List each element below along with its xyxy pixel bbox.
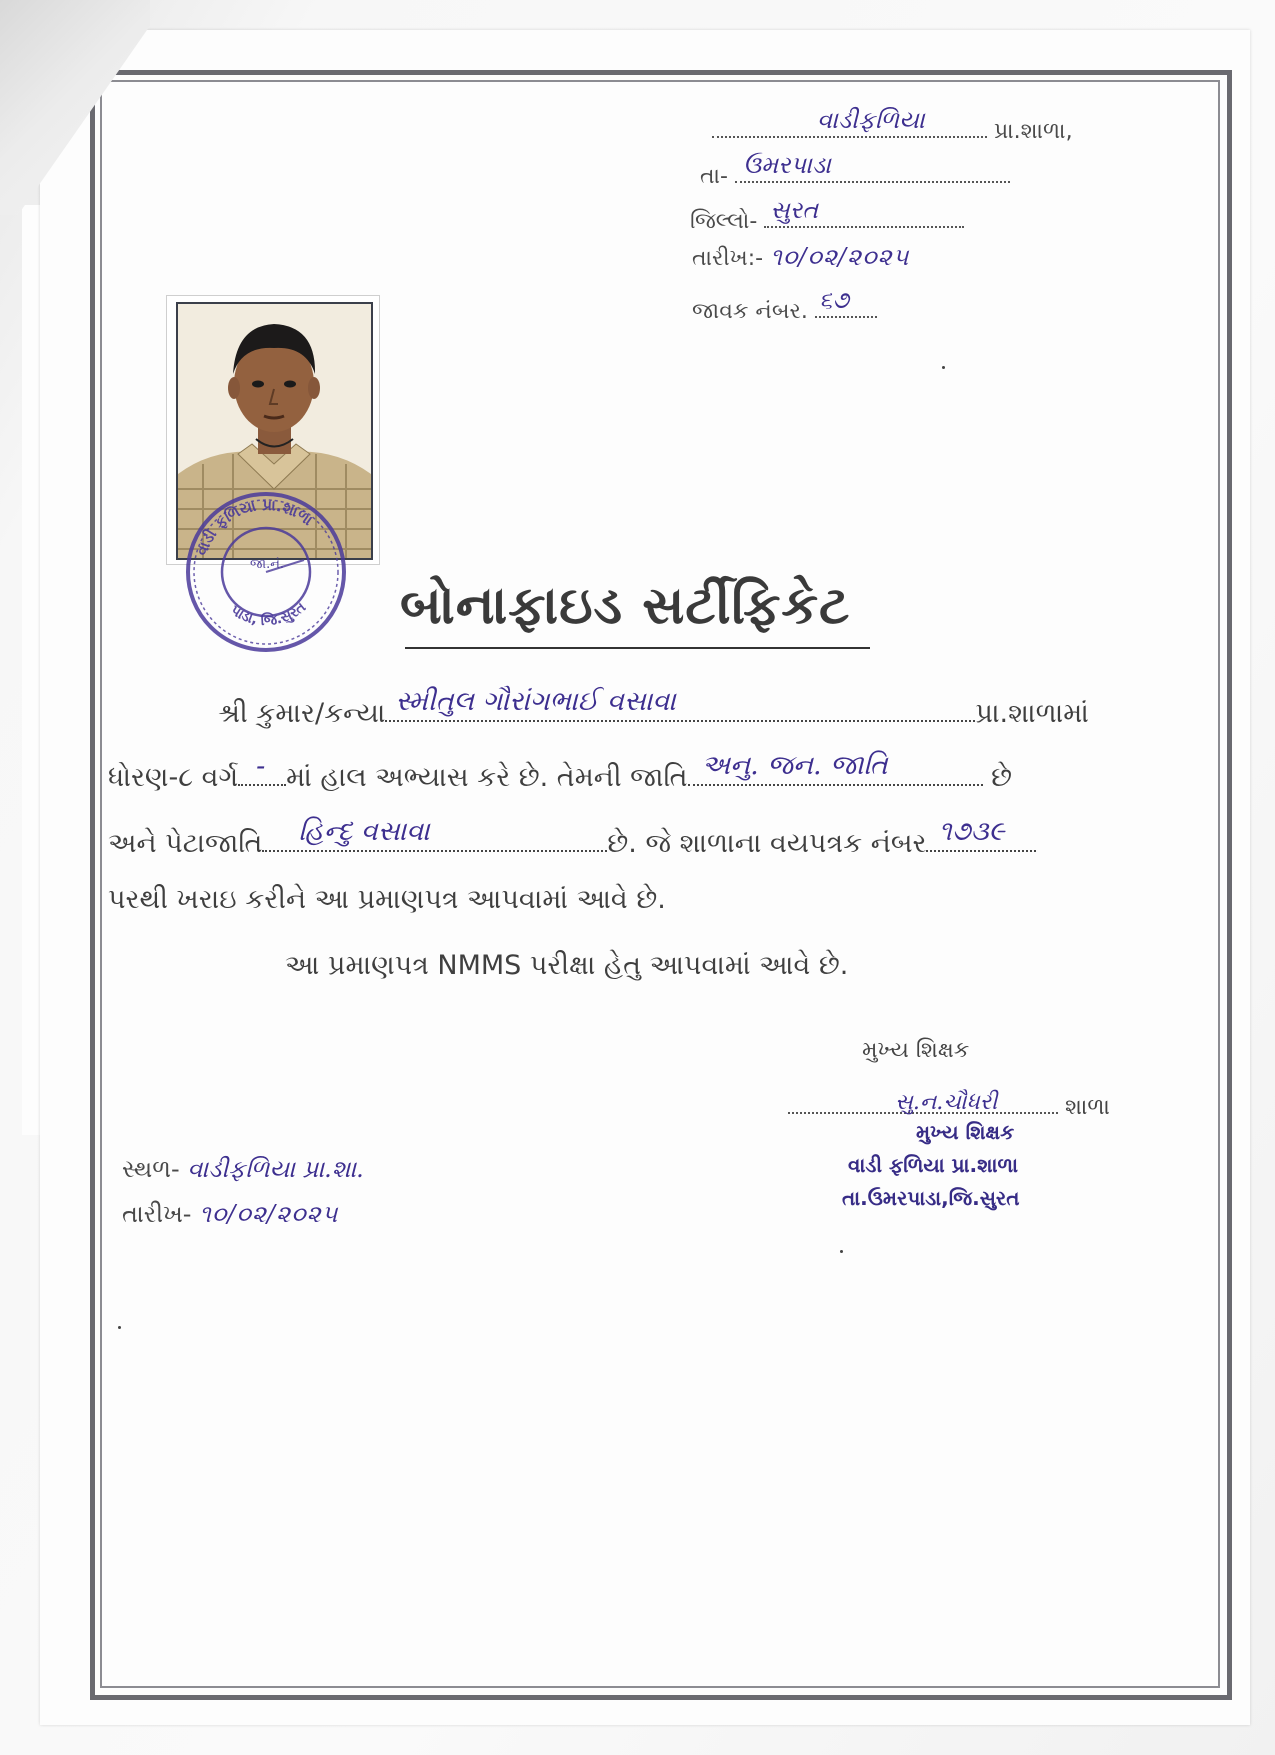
register-no-value: ૧૭૩૯ bbox=[938, 816, 1005, 847]
line2-suffix: છે bbox=[991, 762, 1013, 793]
line1-suffix: પ્રા.શાળામાં bbox=[975, 698, 1089, 729]
caste-value: અનુ. જન. જાતિ bbox=[701, 750, 888, 781]
place-label: સ્થળ- bbox=[122, 1155, 180, 1183]
scan-speck bbox=[118, 1326, 121, 1329]
district-field bbox=[764, 198, 964, 228]
taluka-label: તા- bbox=[700, 164, 728, 189]
taluka-line bbox=[700, 153, 1010, 189]
line3-mid: છે. જે શાળાના વયપત્રક નંબર bbox=[607, 828, 927, 859]
date-value: ૧૦/૦૨/૨૦૨૫ bbox=[770, 243, 910, 271]
certificate-paper bbox=[40, 30, 1250, 1725]
stamp-center-text: જા.નં. bbox=[250, 557, 285, 572]
sign-stamp-line-2: વાડી ફળિયા પ્રા.શાળા bbox=[848, 1153, 1018, 1177]
place-line bbox=[122, 1155, 364, 1183]
body-line-3 bbox=[108, 818, 1036, 860]
stamp-top-text: વાડી ફળિયા પ્રા.શાળા bbox=[192, 495, 317, 558]
register-no-field bbox=[926, 818, 1036, 852]
school-name-line bbox=[712, 108, 1073, 144]
certificate-title: બોનાફાઇડ સર્ટીફિકેટ bbox=[400, 575, 851, 636]
sign-stamp-line-3: તા.ઉમરપાડા,જિ.સુરત bbox=[842, 1186, 1020, 1210]
footer-date-value: ૧૦/૦૨/૨૦૨૫ bbox=[199, 1200, 339, 1228]
school-round-stamp bbox=[182, 488, 350, 656]
scan-speck bbox=[840, 1250, 843, 1253]
place-value: વાડીફળિયા પ્રા.શા. bbox=[187, 1155, 364, 1183]
school-name-field bbox=[712, 108, 987, 138]
body-line-5: આ પ્રમાણપત્ર NMMS પરીક્ષા હેતુ આપવામાં આવે છે. bbox=[285, 950, 849, 981]
body-line-1 bbox=[218, 688, 1089, 730]
student-name-value: સ્મીતુલ ગૌરાંગભાઈ વસાવા bbox=[395, 686, 676, 717]
title-underline bbox=[405, 647, 870, 649]
signatory-role: મુખ્ય શિક્ષક bbox=[862, 1038, 970, 1063]
subcaste-field bbox=[262, 818, 607, 852]
svg-text:પાડા, જિ.સુરત bbox=[228, 599, 309, 629]
taluka-value: ઉમરપાડા bbox=[742, 151, 831, 179]
line2-mid: માં હાલ અભ્યાસ કરે છે. તેમની જાતિ bbox=[286, 762, 688, 793]
date-label: તારીખ:- bbox=[692, 246, 764, 271]
footer-date-line bbox=[122, 1200, 338, 1228]
svg-text:વાડી ફળિયા પ્રા.શાળા bbox=[193, 496, 317, 558]
date-line bbox=[692, 243, 909, 271]
sign-stamp-line-1: મુખ્ય શિક્ષક bbox=[916, 1120, 1015, 1144]
outward-number-line bbox=[692, 288, 877, 324]
school-suffix: પ્રા.શાળા, bbox=[994, 119, 1073, 144]
school-name-value: વાડીફળિયા bbox=[817, 106, 925, 134]
district-label: જિલ્લો- bbox=[690, 209, 758, 234]
line3-prefix: અને પેટાજાતિ bbox=[108, 828, 263, 859]
body-line-2 bbox=[108, 752, 1012, 794]
caste-field bbox=[688, 752, 983, 786]
stamp-bottom-text: પાડા, જિ.સુરત bbox=[227, 599, 310, 630]
division-value: - bbox=[256, 751, 266, 782]
district-value: સુરત bbox=[770, 196, 819, 224]
headmaster-signature: સુ.ન.ચૌધરી bbox=[895, 1090, 998, 1115]
scan-speck bbox=[942, 366, 945, 369]
subcaste-value: હિન્દુ વસાવા bbox=[298, 816, 430, 847]
outward-value: ૬૭ bbox=[818, 286, 849, 314]
line1-prefix: શ્રી કુમાર/કન્યા bbox=[218, 698, 386, 729]
division-field bbox=[238, 752, 286, 786]
taluka-field bbox=[735, 153, 1010, 183]
outward-field bbox=[815, 288, 877, 318]
footer-date-label: તારીખ- bbox=[122, 1200, 192, 1228]
outward-label: જાવક નંબર. bbox=[692, 299, 808, 324]
body-line-4: પરથી ખરાઇ કરીને આ પ્રમાણપત્ર આપવામાં આવે છે. bbox=[108, 884, 666, 915]
line2-prefix: ધોરણ-૮ વર્ગ bbox=[108, 762, 239, 793]
district-line bbox=[690, 198, 964, 234]
signatory-school-suffix: શાળા bbox=[1065, 1095, 1110, 1120]
student-name-field bbox=[385, 688, 975, 722]
